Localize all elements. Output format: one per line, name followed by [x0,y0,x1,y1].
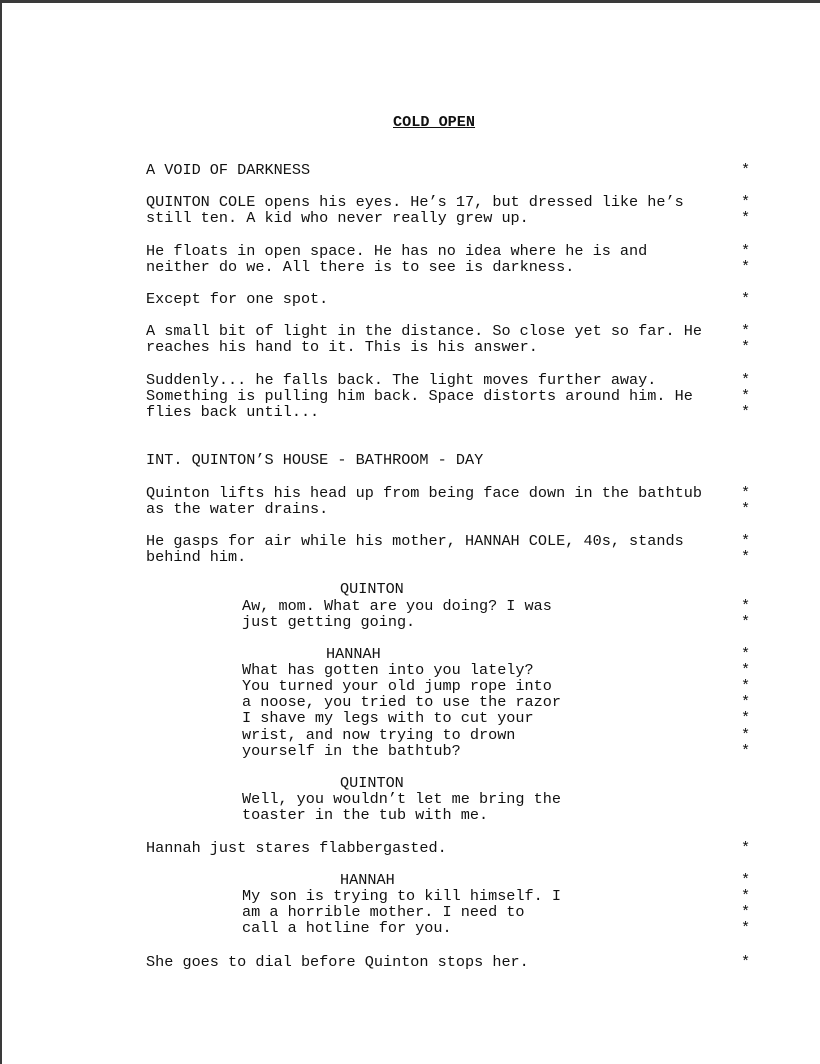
action-line: reaches his hand to it. This is his answer. [146,338,538,356]
action-line: as the water drains. [146,500,329,518]
dialogue-line: toaster in the tub with me. [242,806,489,824]
action-line: Hannah just stares flabbergasted. [146,839,447,857]
revision-mark: * [741,726,751,744]
character-cue: QUINTON [340,580,404,598]
action-line: behind him. [146,548,247,566]
action-line: QUINTON COLE opens his eyes. He’s 17, but dressed like he’s [146,193,684,211]
dialogue-line: am a horrible mother. I need to [242,903,525,921]
section-title: COLD OPEN [393,113,476,131]
revision-mark: * [741,258,751,276]
dialogue-line: Well, you wouldn’t let me bring the [242,790,561,808]
dialogue-line: call a hotline for you. [242,919,452,937]
revision-mark: * [741,548,751,566]
action-line: A small bit of light in the distance. So close yet so far. He [146,322,702,340]
revision-mark: * [741,371,751,389]
revision-mark: * [741,387,751,405]
revision-mark: * [741,693,751,711]
revision-mark: * [741,839,751,857]
action-line: Quinton lifts his head up from being face down in the bathtub [146,484,702,502]
revision-mark: * [741,903,751,921]
revision-mark: * [741,161,751,179]
action-line: Suddenly... he falls back. The light moves further away. [146,371,657,389]
action-line: flies back until... [146,403,320,421]
page-left-edge [0,0,2,1064]
revision-mark: * [741,532,751,550]
action-line: He gasps for air while his mother, HANNAH COLE, 40s, stands [146,532,684,550]
character-cue: QUINTON [340,774,404,792]
revision-mark: * [741,597,751,615]
dialogue-line: What has gotten into you lately? [242,661,534,679]
dialogue-line: a noose, you tried to use the razor [242,693,561,711]
revision-mark: * [741,500,751,518]
dialogue-line: I shave my legs with to cut your [242,709,534,727]
revision-mark: * [741,209,751,227]
revision-mark: * [741,661,751,679]
page-top-edge [0,0,820,3]
action-line: neither do we. All there is to see is darkness. [146,258,575,276]
action-line: Something is pulling him back. Space distorts around him. He [146,387,693,405]
revision-mark: * [741,645,751,663]
revision-mark: * [741,887,751,905]
dialogue-line: yourself in the bathtub? [242,742,461,760]
action-line: She goes to dial before Quinton stops her. [146,953,529,971]
revision-mark: * [741,613,751,631]
revision-mark: * [741,919,751,937]
revision-mark: * [741,403,751,421]
dialogue-line: just getting going. [242,613,416,631]
dialogue-line: wrist, and now trying to drown [242,726,516,744]
character-cue: HANNAH [326,645,381,663]
action-line: He floats in open space. He has no idea where he is and [146,242,648,260]
revision-mark: * [741,338,751,356]
scene-heading: INT. QUINTON’S HOUSE - BATHROOM - DAY [146,451,484,469]
revision-mark: * [741,484,751,502]
action-line: still ten. A kid who never really grew up. [146,209,529,227]
dialogue-line: Aw, mom. What are you doing? I was [242,597,552,615]
revision-mark: * [741,242,751,260]
revision-mark: * [741,742,751,760]
revision-mark: * [741,290,751,308]
character-cue: HANNAH [340,871,395,889]
revision-mark: * [741,193,751,211]
action-line: A VOID OF DARKNESS [146,161,311,179]
revision-mark: * [741,709,751,727]
dialogue-line: My son is trying to kill himself. I [242,887,561,905]
revision-mark: * [741,871,751,889]
revision-mark: * [741,953,751,971]
action-line: Except for one spot. [146,290,329,308]
dialogue-line: You turned your old jump rope into [242,677,552,695]
revision-mark: * [741,322,751,340]
revision-mark: * [741,677,751,695]
